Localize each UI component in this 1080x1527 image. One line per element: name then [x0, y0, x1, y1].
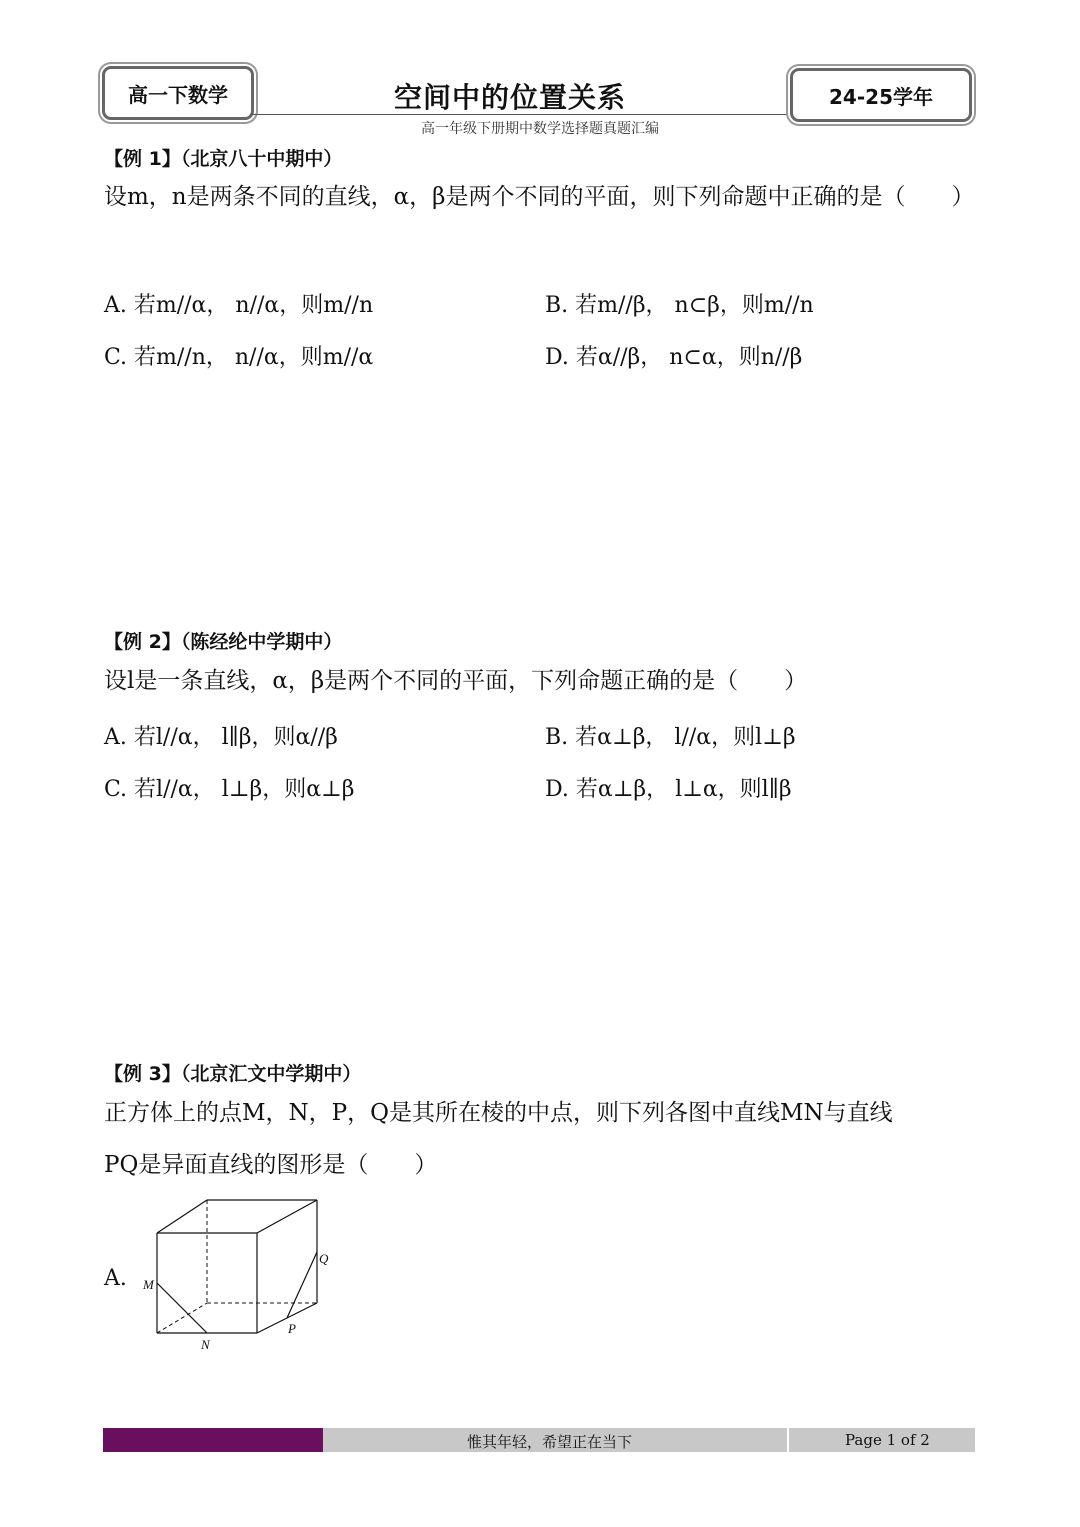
example-3-stem-line2: PQ是异面直线的图形是（ ） [104, 1152, 438, 1178]
example-1-stem: 设m，n是两条不同的直线，α，β是两个不同的平面，则下列命题中正确的是（ ） [104, 184, 975, 210]
year-tag [790, 68, 972, 122]
example-2-heading: 【例 2】（陈经纶中学期中） [104, 631, 343, 653]
example-1-option-b: B. 若m//β， n⊂β，则m//n [545, 293, 814, 318]
cube-edge [157, 1200, 207, 1233]
label-q: Q [319, 1251, 329, 1266]
example-3-stem-line1: 正方体上的点M，N，P，Q是其所在棱的中点，则下列各图中直线MN与直线 [104, 1100, 893, 1126]
example-2-option-d: D. 若α⊥β， l⊥α，则l∥β [545, 777, 792, 802]
cube-edge [257, 1200, 317, 1233]
page-subtitle: 高一年级下册期中数学选择题真题汇编 [421, 121, 659, 137]
label-n: N [201, 1337, 210, 1352]
segment-pq [287, 1252, 317, 1318]
example-2-option-a: A. 若l//α， l∥β，则α//β [104, 725, 338, 750]
label-m: M [143, 1277, 154, 1292]
example-2-option-c: C. 若l//α， l⊥β，则α⊥β [104, 777, 355, 802]
example-3-option-a-label: A. [104, 1266, 127, 1291]
page-title: 空间中的位置关系 [393, 81, 626, 114]
example-1-option-d: D. 若α//β， n⊂α，则n//β [545, 345, 803, 370]
footer-motto: 惟其年轻，希望正在当下 [467, 1433, 633, 1451]
example-2-stem: 设l是一条直线，α，β是两个不同的平面，下列命题正确的是（ ） [104, 668, 808, 694]
example-2-option-b: B. 若α⊥β， l//α，则l⊥β [545, 725, 796, 750]
example-3-heading: 【例 3】（北京汇文中学期中） [104, 1063, 362, 1085]
year-tag-text: 24-25学年 [829, 84, 933, 109]
example-1-heading: 【例 1】（北京八十中期中） [104, 148, 343, 170]
subject-tag [102, 66, 254, 120]
cube-figure-a [135, 1195, 345, 1355]
subject-tag-text: 高一下数学 [128, 82, 228, 107]
example-1-option-c: C. 若m//n， n//α，则m//α [104, 345, 374, 370]
example-1-option-a: A. 若m//α， n//α，则m//n [104, 293, 374, 318]
label-p: P [288, 1321, 296, 1336]
footer-accent-bar [103, 1428, 323, 1452]
footer-page-number: Page 1 of 2 [845, 1431, 930, 1449]
footer-divider [787, 1428, 789, 1452]
